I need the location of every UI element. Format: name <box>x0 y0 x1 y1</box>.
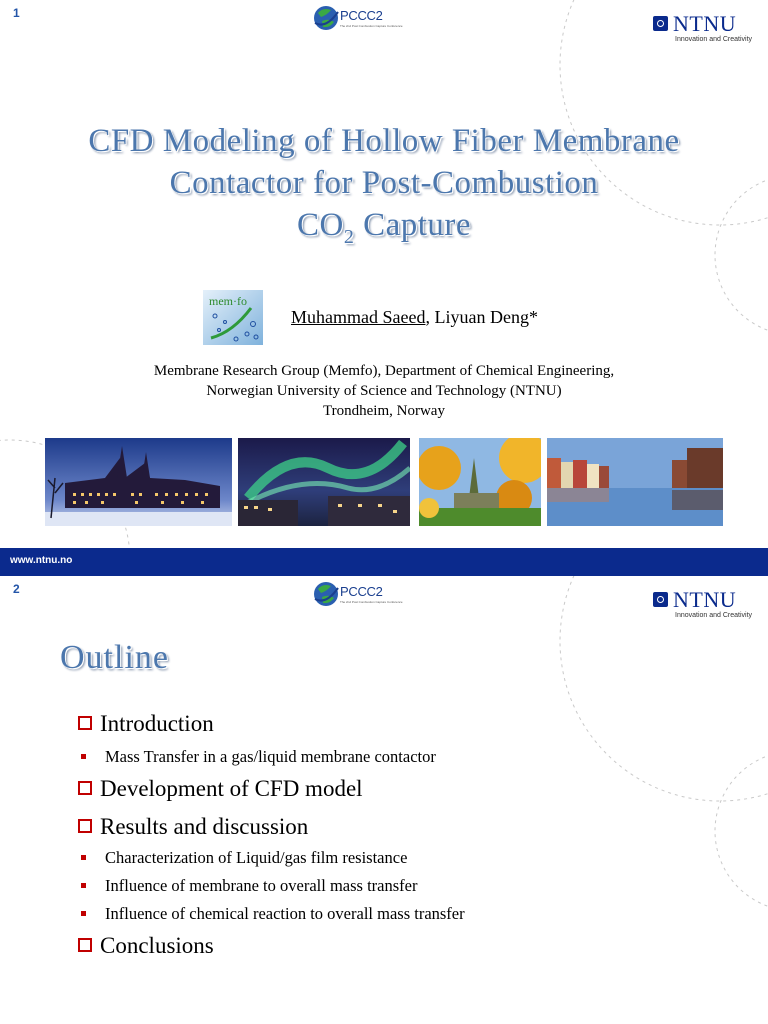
outline-item: Introduction <box>78 711 214 737</box>
title-subscript: 2 <box>343 226 355 248</box>
affiliation-line-3: Trondheim, Norway <box>323 403 445 419</box>
outline-subitem: Characterization of Liquid/gas film resistance <box>81 848 407 868</box>
presenting-author: Muhammad Saeed <box>291 307 426 327</box>
photo-university-building <box>45 438 232 526</box>
ntnu-logo-text: NTNU <box>673 11 737 36</box>
memfo-logo <box>203 290 263 345</box>
affiliation-line-1: Membrane Research Group (Memfo), Department of Chemical Engineering, <box>153 363 615 379</box>
outline-slide <box>0 576 768 1024</box>
square-bullet-icon <box>81 911 86 916</box>
photo-cathedral-autumn <box>419 438 541 526</box>
pccc2-logo <box>313 579 403 609</box>
pccc2-logo-subtext: The 2nd Post Combustion Capture Conference <box>340 24 403 28</box>
title-line-3 <box>0 204 768 258</box>
pccc2-logo-subtext: The 2nd Post Combustion Capture Conference <box>340 600 403 604</box>
checkbox-bullet-icon <box>78 938 92 952</box>
outline-item: Conclusions <box>78 933 214 959</box>
co-author: , Liyuan Deng* <box>425 307 538 327</box>
title-capture: Capture <box>354 207 472 243</box>
memfo-logo-text: mem·fo <box>209 294 247 308</box>
ntnu-logo-text: NTNU <box>673 587 737 612</box>
page-number: 1 <box>13 6 20 20</box>
pccc2-logo-text: PCCC2 <box>340 8 383 23</box>
globe-icon <box>313 579 341 609</box>
ntnu-logo <box>653 13 763 45</box>
checkbox-bullet-icon <box>78 819 92 833</box>
outline-subitem: Influence of membrane to overall mass transfer <box>81 876 417 896</box>
globe-icon <box>313 3 341 33</box>
ntnu-tagline: Innovation and Creativity <box>675 612 753 619</box>
title-line-2: Contactor for Post-Combustion <box>169 165 599 201</box>
outline-item: Development of CFD model <box>78 776 363 802</box>
affiliation <box>0 361 768 421</box>
title-co: CO <box>296 207 344 243</box>
square-bullet-icon <box>81 754 86 759</box>
ntnu-mark-icon <box>653 592 668 607</box>
title-line-1: CFD Modeling of Hollow Fiber Membrane <box>88 123 680 159</box>
outline-subitem: Influence of chemical reaction to overall mass transfer <box>81 904 465 924</box>
ntnu-logo <box>653 589 763 621</box>
photo-northern-lights <box>238 438 410 526</box>
ntnu-tagline: Innovation and Creativity <box>675 36 753 43</box>
outline-item: Results and discussion <box>78 814 308 840</box>
photo-river-wharves <box>547 438 723 526</box>
footer-url-link[interactable]: www.ntnu.no <box>10 555 73 566</box>
outline-subitem: Mass Transfer in a gas/liquid membrane contactor <box>81 747 436 767</box>
pccc2-logo <box>313 3 403 33</box>
authors <box>291 307 538 328</box>
pccc2-logo-text: PCCC2 <box>340 584 383 599</box>
square-bullet-icon <box>81 883 86 888</box>
checkbox-bullet-icon <box>78 781 92 795</box>
square-bullet-icon <box>81 855 86 860</box>
page-number: 2 <box>13 582 20 596</box>
ntnu-mark-icon <box>653 16 668 31</box>
affiliation-line-2: Norwegian University of Science and Technology (NTNU) <box>206 383 562 399</box>
slide-title <box>0 120 768 258</box>
checkbox-bullet-icon <box>78 716 92 730</box>
outline-title: Outline <box>60 639 169 676</box>
footer-bar <box>0 548 768 576</box>
